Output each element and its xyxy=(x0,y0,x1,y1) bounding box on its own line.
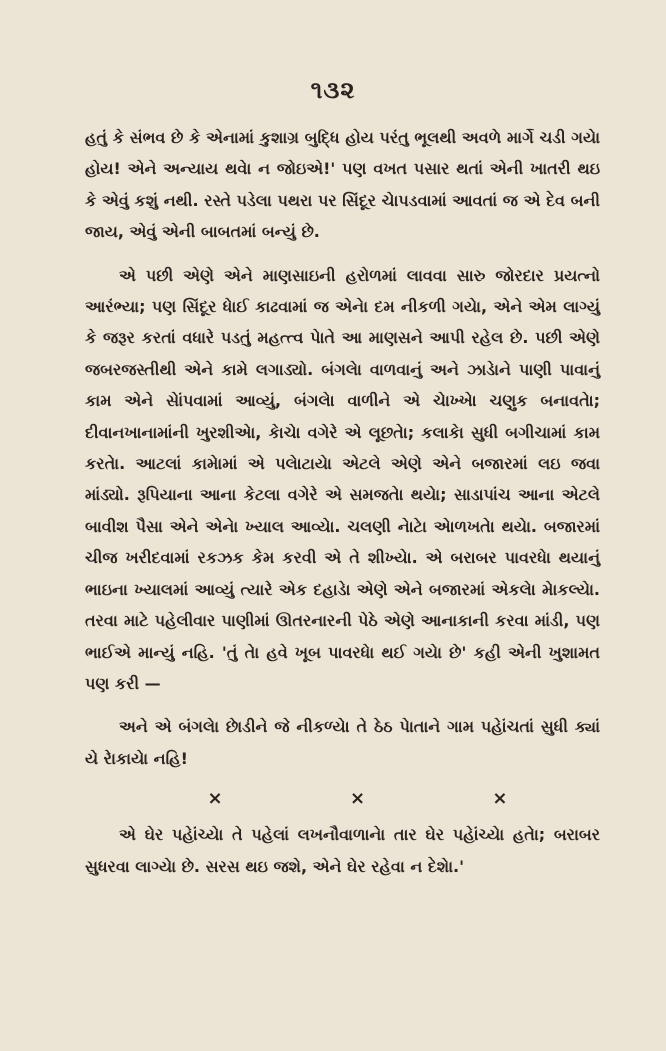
body-text xyxy=(85,122,600,882)
separator-mark: × xyxy=(492,788,508,810)
paragraph-3: અને એ બંગલેા છેાડીને જે નીકળ્યેા તે ઠેઠ પેાતાને ગામ પહેાંચતાં સુધી ક્યાં યે રેાકાયેા નહિ! xyxy=(85,717,600,768)
paragraph-1: હતું કે સંભવ છે કે એનામાં કુશાગ્ર બુદ્ધિ હોય પરંતુ ભૂલથી અવળે માર્ગે ચડી ગયેા હોય! એને અન્યાય થવેા ન જોઇએ!' પણ વખત પસાર થતાં એની ખાતરી થઇ કે એવું કશું નથી. રસ્તે પડેલા પથરા પર સિંદૂર ચેાપડવામાં આવતાં જ એ દેવ બની જાય, એવું એની બાબતમાં બન્યું છે. xyxy=(85,128,600,242)
section-separator xyxy=(178,788,508,809)
paragraph-4: એ ઘેર પહેાંચ્યેા તે પહેલાં લખનૌવાળાનેા તાર ઘેર પહેાંચ્યેા હતેા; બરાબર સુધરવા લાગ્યેા છે. સરસ થઇ જશે, એને ઘેર રહેવા ન દેશેા.' xyxy=(85,825,600,876)
page-number: ૧૩૨ xyxy=(310,76,356,104)
separator-mark: × xyxy=(349,788,366,810)
separator-mark: × xyxy=(207,788,223,810)
paragraph-2: એ પછી એણે એને માણસાઇની હરોળમાં લાવવા સારુ જોરદાર પ્રયત્નો આરંભ્યા; પણ સિંદૂર ધેાઈ કાઢવામાં જ એનેા દમ નીકળી ગયેા, એને એમ લાગ્યું કે જરૂર કરતાં વધારે પડતું મહત્ત્વ પેાતે આ માણસને આપી રહેલ છે. પછી એણે જબરજસ્તીથી એને કામે લગાડ્યો. બંગલેા વાળવાનું અને ઝાડેાને પાણી પાવાનું કામ એને સેાંપવામાં આવ્યું, બંગલેા વાળીને એ ચેાખ્ખેા ચણુક બનાવતેા; દીવાનખાનામાંની ખુરશીએા, કેાચેા વગેરે એ લૂછતેા; કલાકેા સુધી બગીચામાં કામ કરતેા. આટલાં કામેામાં એ પલેાટાયેા એટલે એણે એને બજારમાં લઇ જવા માંડ્યો. રૂપિયાના આના કેટલા વગેરે એ સમજતેા થયેા; સાડાપાંચ આના એટલે બાવીશ પૈસા એને એનેા ખ્યાલ આવ્યેા. ચલણી નેાટેા એાળખતેા થયેા. બજારમાં ચીજ ખરીદવામાં રકઝક કેમ કરવી એ તે શીખ્યેા. એ બરાબર પાવરધેા થયાનું ભાઇના ખ્યાલમાં આવ્યું ત્યારે એક દહાડેા એણે એને બજારમાં એકલેા મેાકલ્યેા. તરવા માટે પહેલીવાર પાણીમાં ઊતરનારની પેઠે એણે આનાકાની કરવા માંડી, પણ ભાઈએ માન્યું નહિ. 'તું તેા હવે ખૂબ પાવરધેા થઈ ગયેા છે' કહી એની ખુશામત પણ કરી — xyxy=(85,265,600,693)
